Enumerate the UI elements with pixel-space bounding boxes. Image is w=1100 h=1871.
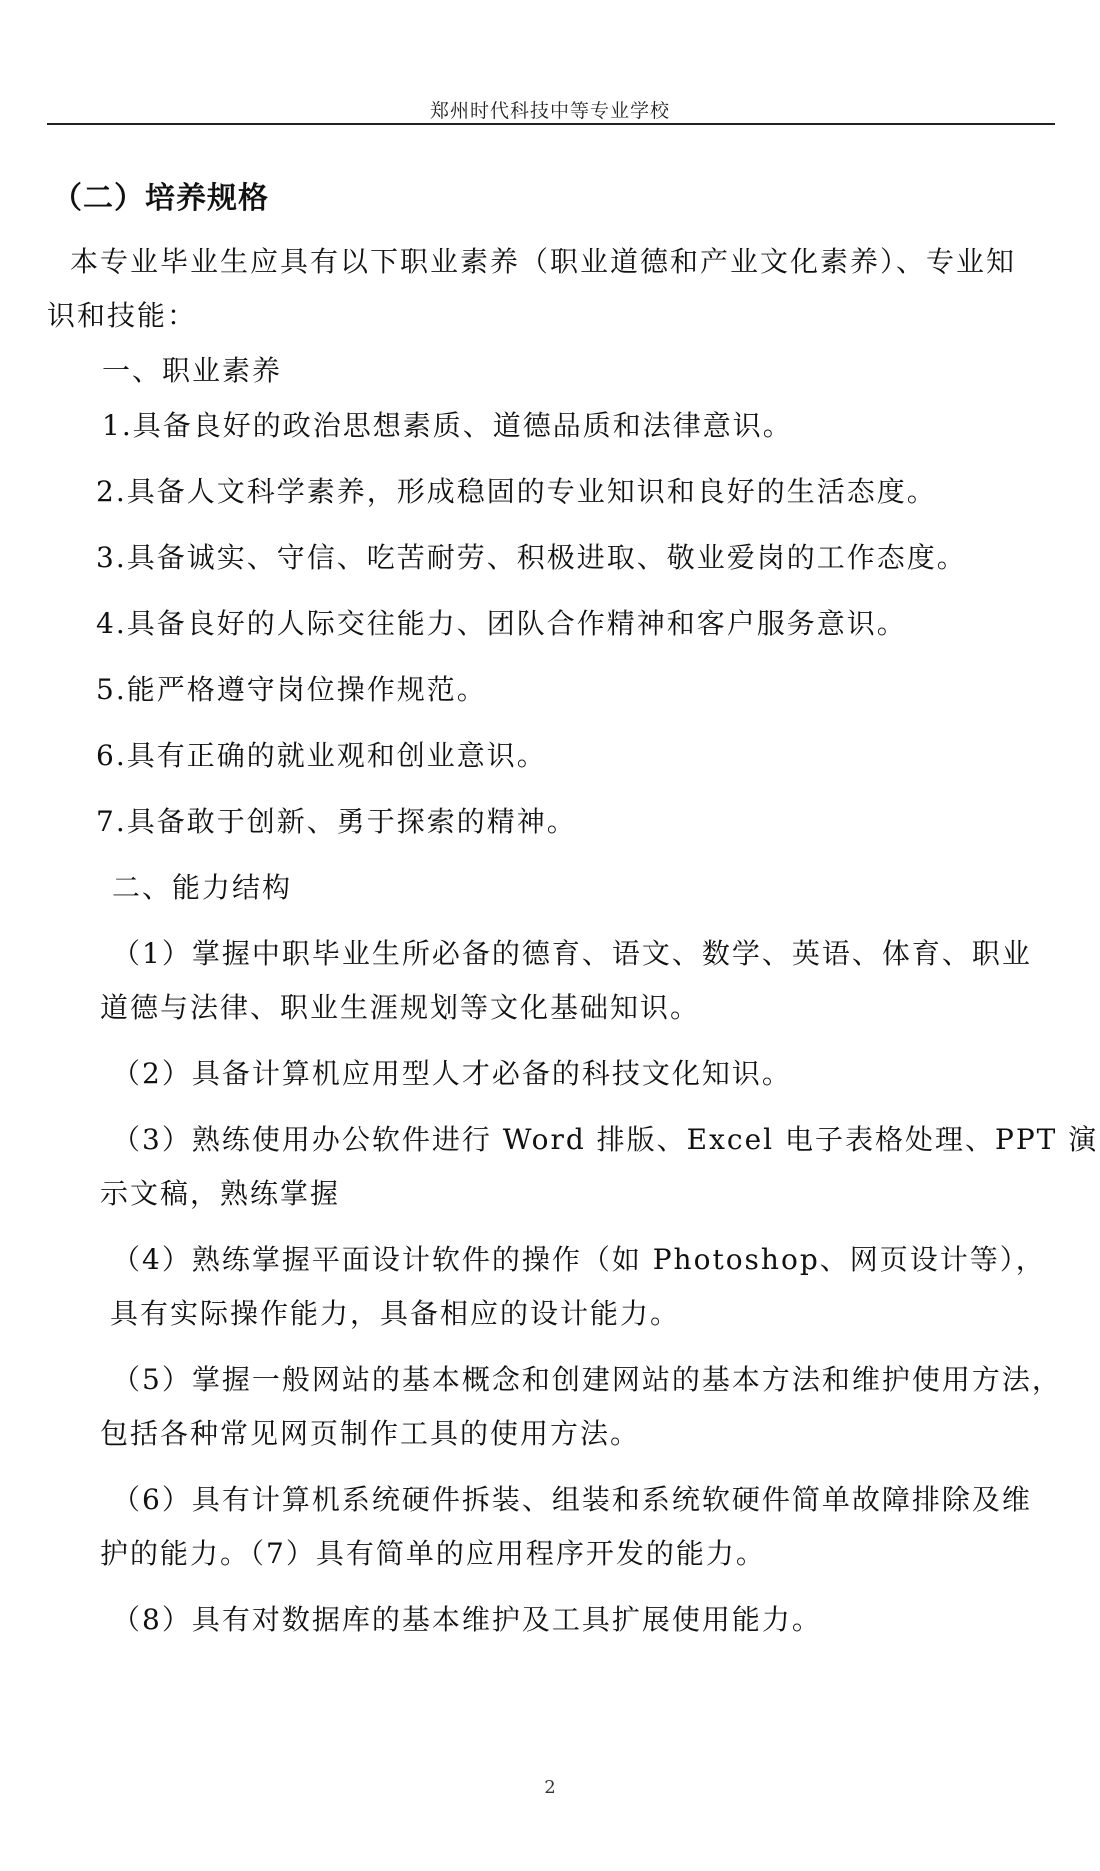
intro-line-2: 识和技能： — [47, 299, 198, 332]
ability-item-1-line-1: （1）掌握中职毕业生所必备的德育、语文、数学、英语、体育、职业 — [112, 937, 1032, 970]
ability-item-4-line-2: 具有实际操作能力，具备相应的设计能力。 — [110, 1297, 681, 1330]
literacy-item-7: 7.具备敢于创新、勇于探索的精神。 — [96, 805, 577, 838]
ability-heading: 二、能力结构 — [112, 871, 293, 904]
intro-line-1: 本专业毕业生应具有以下职业素养（职业道德和产业文化素养）、专业知 — [70, 245, 1017, 278]
header-divider — [47, 123, 1055, 125]
literacy-item-1: 1.具备良好的政治思想素质、道德品质和法律意识。 — [102, 409, 793, 442]
ability-item-5-line-2: 包括各种常见网页制作工具的使用方法。 — [100, 1417, 641, 1450]
running-header: 郑州时代科技中等专业学校 — [429, 100, 670, 122]
ability-item-3-line-2: 示文稿，熟练掌握 — [100, 1177, 341, 1210]
ability-item-3-line-1: （3）熟练使用办公软件进行 Word 排版、Excel 电子表格处理、PPT 演 — [112, 1123, 1099, 1156]
ability-item-6-line-1: （6）具有计算机系统硬件拆装、组装和系统软硬件简单故障排除及维 — [112, 1483, 1032, 1516]
section-heading: （二）培养规格 — [52, 181, 269, 216]
page-number: 2 — [544, 1777, 556, 1798]
literacy-item-4: 4.具备良好的人际交往能力、团队合作精神和客户服务意识。 — [96, 607, 907, 640]
ability-item-2: （2）具备计算机应用型人才必备的科技文化知识。 — [112, 1057, 792, 1090]
ability-item-5-line-1: （5）掌握一般网站的基本概念和创建网站的基本方法和维护使用方法， — [112, 1363, 1062, 1396]
literacy-item-6: 6.具有正确的就业观和创业意识。 — [96, 739, 547, 772]
literacy-item-3: 3.具备诚实、守信、吃苦耐劳、积极进取、敬业爱岗的工作态度。 — [96, 541, 967, 574]
literacy-heading: 一、职业素养 — [102, 354, 283, 387]
ability-item-8: （8）具有对数据库的基本维护及工具扩展使用能力。 — [112, 1603, 822, 1636]
ability-item-6-line-2: 护的能力。（7）具有简单的应用程序开发的能力。 — [100, 1537, 766, 1570]
literacy-item-2: 2.具备人文科学素养，形成稳固的专业知识和良好的生活态度。 — [96, 475, 937, 508]
ability-item-4-line-1: （4）熟练掌握平面设计软件的操作（如 Photoshop、网页设计等）， — [112, 1243, 1046, 1276]
literacy-item-5: 5.能严格遵守岗位操作规范。 — [96, 673, 487, 706]
ability-item-1-line-2: 道德与法律、职业生涯规划等文化基础知识。 — [100, 991, 701, 1024]
